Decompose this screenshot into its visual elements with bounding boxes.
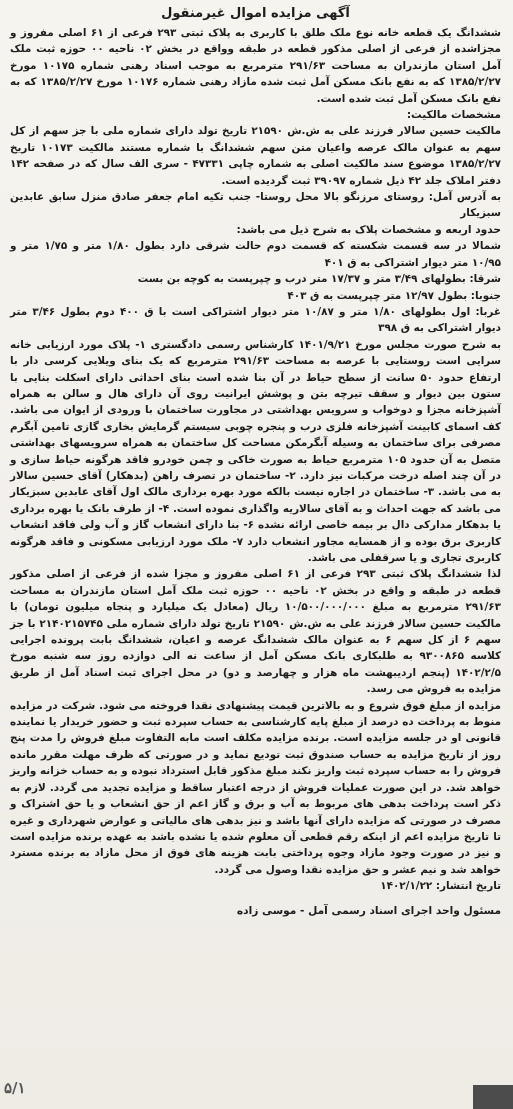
appraisal-text: به شرح صورت مجلس مورخ ۱۴۰۱/۹/۲۱ کارشناس رسمی دادگستری ۱- پلاک مورد ارزیابی خانه سرایی است روستایی با عرصه به مساحت ۲۹۱/۶۳ مترمربع که یک بنای ویلایی کرسی دار با ارتفاع حدود ۵۰ سانت از سطح حیاط در آن بنا شده است بنای احداثی دارای اسکلت بنایی با ستون بین دیوار و سقف تیرچه بتن و پوشش ایرانیت روی آن دارای هال و سالن به همراه آشپزخانه مجزا و دوخواب و سرویس بهداشتی در مجاورت ساختمان با ورودی از ایوان می باشد. کف اسمای کابینت آشپزخانه فلزی درب و پنجره چوبی سیستم گرمایش بخاری گازی تامین آبگرم مصرفی برای ساختمان به وسیله آبگرمکن مساحت کل ساختمان به همراه سرویسهای بهداشتی متصل به آن حدود ۱۰۵ مترمربع حیاط به صورت خاکی و چمن خودرو فاقد هرگونه حیاط سازی و در آن چند اصله درخت مرکبات نیز دارد. ۲- ساختمان در تصرف راهن (بدهکار) آقای حسین سالار به می باشد. ۳- ساختمان در اجاره نیست بالکه مورد بهره برداری مالک اول آقای عابدین سبزیکار می باشد که جهت احداث و به آقای سالاریه واگذاری نموده است. ۴- از طرف بانک یا بهره برداری یا بدهکار مدارکی دال بر بیمه خاصی ارائه نشده ۶- بنا دارای انشعاب گاز و آب ولی فاقد انشعاب کاربری برق بوده و از همسایه مجاور انشعاب دارد ۷- ملک مورد ارزیابی مسکونی و فاقد هرگونه کاربری تجاری و یا سرقفلی می باشد. [10,338,502,564]
ownership-text: مالکیت حسین سالار فرزند علی به ش.ش ۲۱۵۹۰ تاریخ تولد دارای شماره ملی با جز سهم از کل سهم به عنوان مالک عرصه واعیان متن سهم ششدانگ با شماره مستند مالکیت ۱۰۱۷۳ تاریخ ۱۳۸۵/۲/۲۷ موضوع سند مالکیت اصلی به شماره چاپی ۴۷۳۳۱ - سری الف سال که در صفحه ۱۴۲ دفتر املاک جلد ۴۲ ذیل شماره ۳۹۰۹۷ ثبت گردیده است. [10,125,502,187]
signature-line: مسئول واحد اجرای اسناد رسمی آمل - موسی زاده [236,904,501,917]
boundary-south: جنوبا: بطول ۱۲/۹۷ متر چپرپست به ق ۴۰۳ [287,289,501,302]
corner-handwritten-mark: ۵/۱ [4,1079,26,1097]
ownership-heading: مشخصات مالکیت: [406,109,501,122]
corner-dark-edge [473,1085,513,1109]
boundary-north: شمالا در سه قسمت شکسته که قسمت دوم حالت شرقی دارد بطول ۱/۸۰ متر و ۱/۷۵ متر و ۱۰/۹۵ متر دیوار اشتراکی به ق ۴۰۱ [10,240,501,269]
notice-body [10,25,501,895]
valuation-text: لذا ششدانگ پلاک ثبتی ۲۹۳ فرعی از ۶۱ اصلی مفروز و مجزا شده از فرعی از اصلی مذکور قطعه در طبقه و واقع در بخش ۰۲ ناحیه ۰۰ حوزه ثبت ملک آمل استان مازندران به مساحت ۲۹۱/۶۳ مترمربع به مبلغ ۱۰/۵۰۰/۰۰۰/۰۰۰ ریال (معادل یک میلیارد و پنجاه میلیون تومان) با مالکیت حسین سالار فرزند علی به ش.ش ۲۱۵۹۰ تاریخ تولد دارای شماره ملی ۲۱۴۰۲۱۵۷۴۵ با جز سهم ۶ از کل سهم ۶ به عنوان مالک ششدانگ عرصه و اعیان، ششدانگ بابت پرونده اجرایی کلاسه ۹۳۰۰۸۶۵ به طلبکاری بانک مسکن آمل از ساعت نه الی دوازده روز سه شنبه مورخ ۱۴۰۲/۲/۵ (پنجم اردیبهشت ماه هزار و چهارصد و دو) در محل اجرای ثبت اسناد آمل از طریق مزایده به فروش می رسد. [10,568,502,696]
notice-title: آگهی مزایده اموال غیرمنقول [161,6,350,21]
boundary-west: غربا: اول بطولهای ۱/۸۰ متر و ۱۰/۸۷ متر دیوار اشتراکی است با ق ۴۰۰ دوم بطول ۳/۴۶ متر دیوار اشتراکی به ق ۳۹۸ [10,305,501,335]
publish-date: تاریخ انتشار: ۱۴۰۲/۱/۲۲ [380,880,501,893]
auction-notice [10,6,501,919]
property-address: به آدرس آمل: روستای مرزنگو بالا محل روستا- جنب تکیه امام جعفر صادق منزل سابق عابدین سبزیکار [10,191,501,220]
auction-terms: مزایده از مبلغ فوق شروع و به بالاترین قیمت پیشنهادی نقدا فروخته می شود. شرکت در مزایده منوط به پرداخت ده درصد از مبلغ پایه کارشناسی به حساب سپرده ثبت و حضور خریدار یا نماینده قانونی او در جلسه مزایده است. برنده مزایده مکلف است مابه التفاوت مبلغ فروش را مدت پنج روز از تاریخ مزایده به حساب صندوق ثبت تودیع نماید و در صورتی که ظرف مهلت مقرر مانده فروش را به حساب سپرده ثبت واریز نکند مبلغ مذکور قابل استرداد نبوده و به حساب خزانه واریز خواهد شد. در این صورت عملیات فروش از درجه اعتبار ساقط و مزایده تجدید می گردد. لازم به ذکر است پرداخت بدهی های مربوط به آب و برق و گاز اعم از حق انشعاب و یا حق اشتراک و مصرف در صورتی که مزایده دارای آنها باشد و نیز بدهی های مالیاتی و عوارض شهرداری و غیره تا تاریخ مزایده اعم از اینکه رقم قطعی آن معلوم شده یا نشده باشد به عهده برنده مزایده است و نیز در صورت وجود مازاد وجوه پرداختی بابت هزینه های فوق از محل مازاد به برنده مسترد خواهد شد و نیم عشر و حق مزایده نقدا وصول می گردد. [10,699,501,876]
boundaries-heading: حدود اربعه و مشخصات پلاک به شرح ذیل می باشد: [236,223,501,236]
boundary-east: شرقا: بطولهای ۳/۴۹ متر و ۱۷/۳۷ متر درب و چپرپست به کوچه بن بست [137,273,501,286]
property-intro: ششدانگ یک قطعه خانه نوع ملک طلق با کاربری به پلاک ثبتی ۲۹۳ فرعی از ۶۱ اصلی مفروز و مجزاشده از فرعی از اصلی مذکور قطعه در طبقه وواقع در بخش ۰۲ ناحیه ۰۰ حوزه ثبت ملک آمل استان مازندران به مساحت ۲۹۱/۶۳ مترمربع به موجب اسناد رهنی شماره ۱۰۱۷۵ مورخ ۱۳۸۵/۲/۲۷ که به نفع بانک مسکن آمل ثبت شده مازاد رهنی شماره ۱۰۱۷۶ مورخ ۱۳۸۵/۲/۲۷ که به نفع بانک مسکن آمل ثبت شده است. [10,27,501,105]
